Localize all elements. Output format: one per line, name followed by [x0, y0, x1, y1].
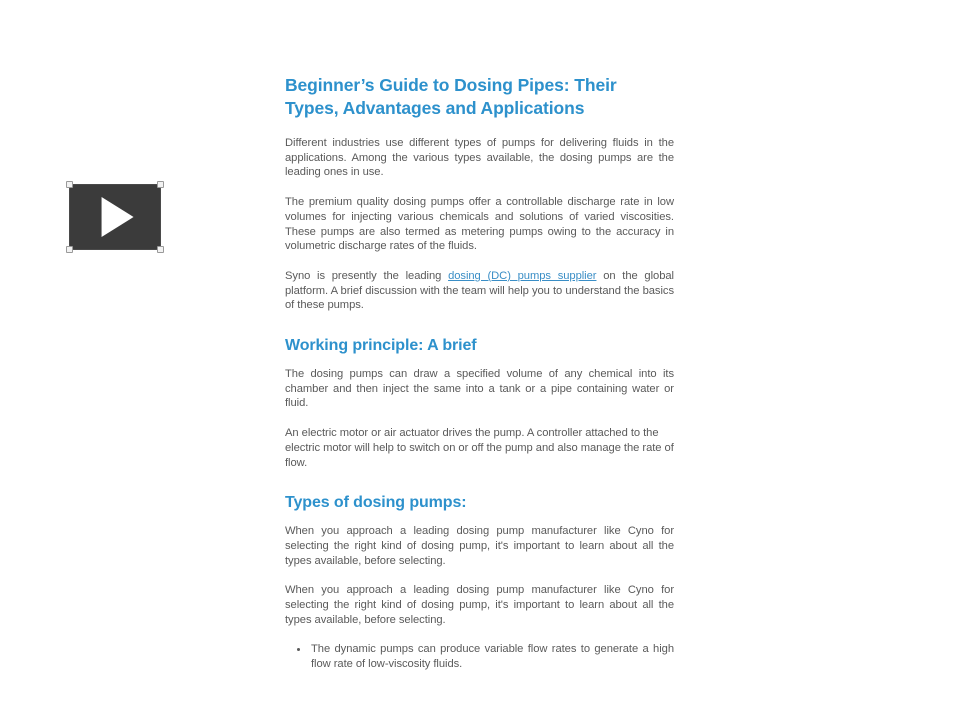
paragraph-electric-motor: An electric motor or air actuator drives the pump. A controller attached to the electric motor will help to switch on or off the pump and also manage the rate of flow.	[285, 427, 674, 469]
video-placeholder[interactable]	[66, 181, 164, 253]
pump-types-list	[285, 642, 674, 671]
page-title: Beginner’s Guide to Dosing Pipes: Their Types, Advantages and Applications	[285, 75, 617, 118]
list-item: The dynamic pumps can produce variable flow rates to generate a high flow rate of low-viscosity fluids.	[311, 643, 674, 671]
text-content-column	[285, 74, 674, 678]
dosing-pumps-supplier-link[interactable]: dosing (DC) pumps supplier	[448, 269, 597, 282]
section-heading-types: Types of dosing pumps:	[285, 494, 467, 512]
play-icon[interactable]	[102, 197, 134, 237]
paragraph-supplier-prefix: Syno is presently the leading	[285, 269, 449, 282]
video-thumbnail[interactable]	[69, 184, 161, 250]
paragraph-manufacturer-1: When you approach a leading dosing pump manufacturer like Cyno for selecting the right kind of dosing pump, it's important to learn about all the types available, before selecting.	[285, 525, 674, 567]
paragraph-supplier-suffix: on the global platform. A brief discussion with the team will help you to understand the basics of these pumps.	[285, 269, 674, 312]
paragraph-manufacturer-2: When you approach a leading dosing pump manufacturer like Cyno for selecting the right kind of dosing pump, it's important to learn about all the types available, before selecting.	[285, 584, 674, 626]
resize-handle-top-right[interactable]	[157, 181, 164, 188]
paragraph-premium-quality: The premium quality dosing pumps offer a controllable discharge rate in low volumes for injecting various chemicals and solutions of varied viscosities. These pumps are also termed as metering pumps owing to the accuracy in volumetric discharge rates of the fluids.	[285, 196, 674, 253]
resize-handle-bottom-right[interactable]	[157, 246, 164, 253]
paragraph-intro: Different industries use different types of pumps for delivering fluids in the applications. Among the various types available, the dosing pumps are the leading ones in use.	[285, 137, 674, 179]
paragraph-draw-volume: The dosing pumps can draw a specified volume of any chemical into its chamber and then inject the same into a tank or a pipe containing water or fluid.	[285, 368, 674, 410]
section-heading-working-principle: Working principle: A brief	[285, 337, 477, 355]
paragraph-supplier	[285, 269, 674, 313]
resize-handle-top-left[interactable]	[66, 181, 73, 188]
resize-handle-bottom-left[interactable]	[66, 246, 73, 253]
